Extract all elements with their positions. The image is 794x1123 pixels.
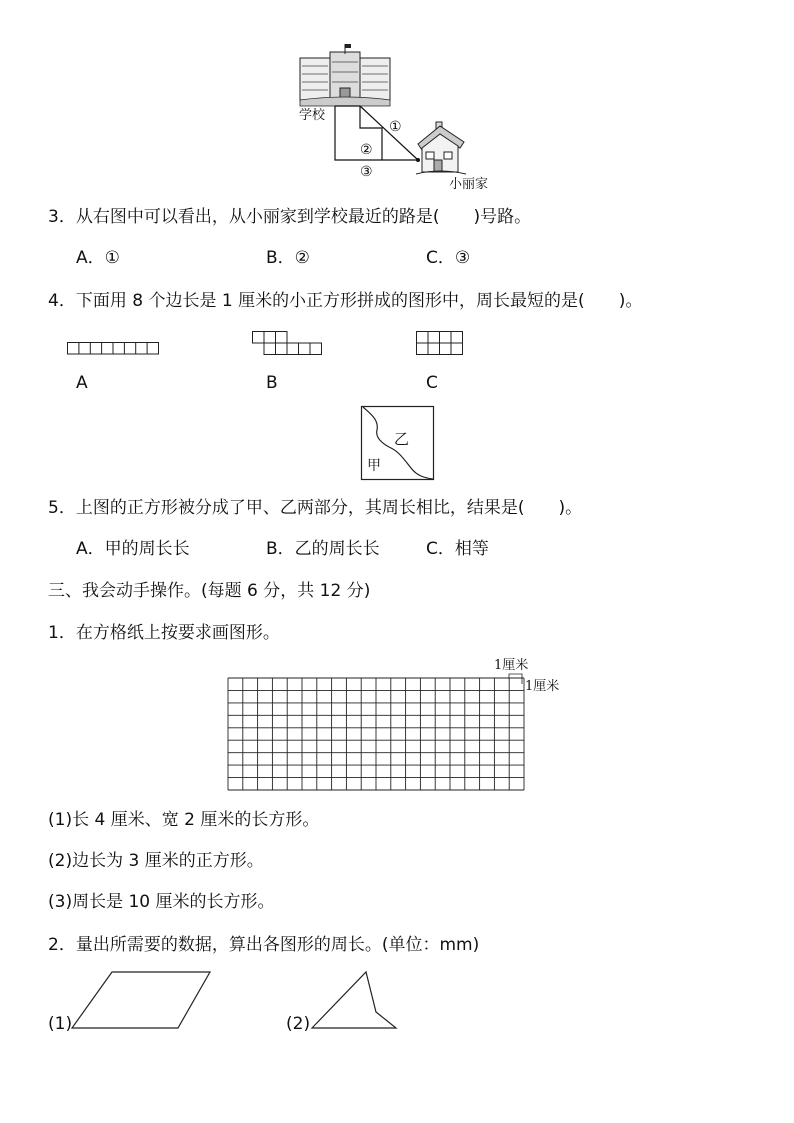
question-5-text: 5．上图的正方形被分成了甲、乙两部分，其周长相比，结果是( )。 <box>48 498 583 518</box>
shape-c-figure <box>416 331 463 355</box>
s3-question-2-text: 2．量出所需要的数据，算出各图形的周长。(单位：mm) <box>48 935 480 955</box>
route-1-label: ① <box>389 119 402 135</box>
route-3-label: ③ <box>360 164 373 180</box>
region-jia-label: 甲 <box>367 458 381 474</box>
shape-b-figure <box>252 331 322 355</box>
drawing-grid[interactable] <box>227 677 525 791</box>
s3-question-1-text: 1．在方格纸上按要求画图形。 <box>48 623 280 643</box>
question-4-text: 4．下面用 8 个边长是 1 厘米的小正方形拼成的图形中，周长最短的是( )。 <box>48 291 643 311</box>
unit-label-top: 1厘米 <box>494 658 529 673</box>
q4-label-b[interactable]: B <box>266 373 278 393</box>
q3-option-c[interactable]: C．③ <box>426 248 471 268</box>
q4-label-c[interactable]: C <box>426 373 438 393</box>
q3-option-b[interactable]: B．② <box>266 248 310 268</box>
school-building-icon <box>300 44 392 106</box>
q5-option-c[interactable]: C．相等 <box>426 539 489 559</box>
unit-label-side: 1厘米 <box>525 679 560 694</box>
fig-1-label: (1) <box>48 1014 73 1034</box>
q4-label-a[interactable]: A <box>76 373 88 393</box>
question-3-text: 3．从右图中可以看出，从小丽家到学校最近的路是( )号路。 <box>48 207 532 227</box>
quadrilateral-figure <box>310 970 400 1030</box>
home-label: 小丽家 <box>449 177 489 192</box>
route-2-label: ② <box>360 142 373 158</box>
s3q1-item-2: (2)边长为 3 厘米的正方形。 <box>48 851 264 871</box>
fig-2-label: (2) <box>286 1014 311 1034</box>
q5-option-a[interactable]: A．甲的周长长 <box>76 539 190 559</box>
s3q1-item-1: (1)长 4 厘米、宽 2 厘米的长方形。 <box>48 810 320 830</box>
s3q1-item-3: (3)周长是 10 厘米的长方形。 <box>48 892 275 912</box>
region-yi-label: 乙 <box>394 430 410 448</box>
home-house-icon <box>412 120 470 178</box>
school-label: 学校 <box>299 108 326 123</box>
section-3-title: 三、我会动手操作。(每题 6 分，共 12 分) <box>48 581 371 601</box>
q3-option-a[interactable]: A．① <box>76 248 120 268</box>
shape-a-figure <box>67 342 159 355</box>
q5-option-b[interactable]: B．乙的周长长 <box>266 539 380 559</box>
parallelogram-figure <box>70 970 212 1030</box>
